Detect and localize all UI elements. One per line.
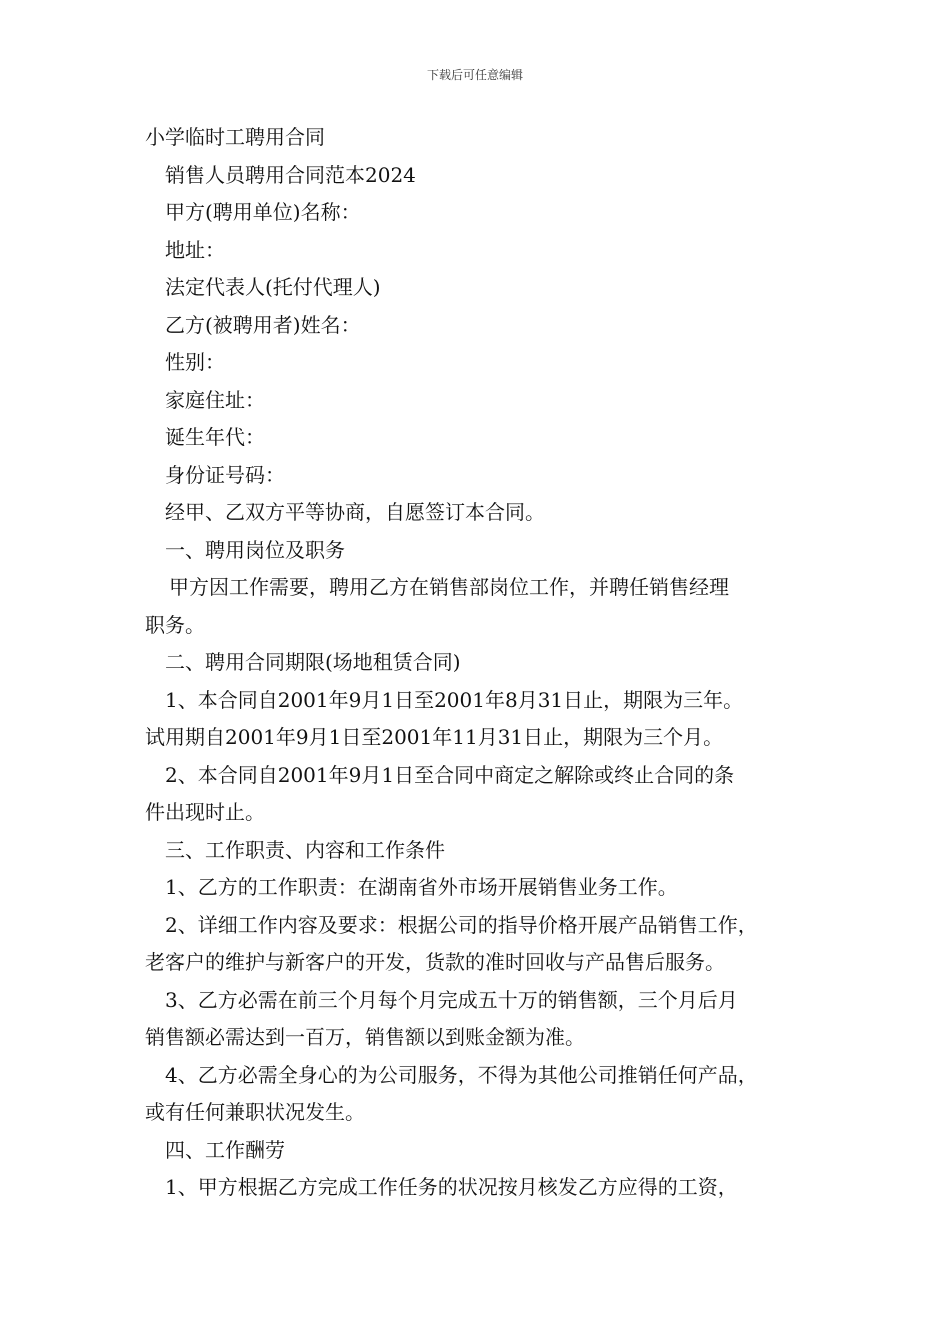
header-note: 下载后可任意编辑 [426, 68, 523, 82]
section-2-item-2-line-2: 件出现时止。 [145, 800, 265, 824]
field-birth-date: 诞生年代： [165, 425, 265, 449]
field-id-number: 身份证号码： [165, 462, 285, 487]
field-party-a-name: 甲方(聘用单位)名称： [165, 200, 361, 224]
document-title: 小学临时工聘用合同 [145, 125, 325, 149]
document-body [145, 119, 835, 1207]
section-2-item-2-line-1: 2、本合同自2001年9月1日至合同中商定之解除或终止合同的条 [165, 762, 735, 787]
section-3-item-3-line-2: 销售额必需达到一百万，销售额以到账金额为准。 [145, 1025, 585, 1049]
section-2-item-2 [145, 757, 835, 832]
section-3-item-3 [145, 982, 835, 1057]
section-3-item-1: 1、乙方的工作职责：在湖南省外市场开展销售业务工作。 [165, 875, 678, 899]
field-address: 地址： [165, 237, 225, 262]
section-2-item-1-line-1: 1、本合同自2001年9月1日至2001年8月31日止，期限为三年。 [165, 687, 744, 712]
section-3-item-2 [145, 907, 835, 982]
field-home-address: 家庭住址： [165, 387, 265, 412]
section-2-item-1 [145, 682, 835, 757]
intro-paragraph: 经甲、乙双方平等协商，自愿签订本合同。 [165, 500, 545, 524]
section-4-item-1-line-1: 1、甲方根据乙方完成工作任务的状况按月核发乙方应得的工资， [165, 1175, 738, 1199]
section-3-item-3-line-1: 3、乙方必需在前三个月每个月完成五十万的销售额，三个月后月 [165, 987, 738, 1012]
section-2-item-1-line-2: 试用期自2001年9月1日至2001年11月31日止，期限为三个月。 [145, 725, 724, 749]
section-1-paragraph [145, 569, 835, 644]
section-3-item-2-line-1: 2、详细工作内容及要求：根据公司的指导价格开展产品销售工作， [165, 912, 758, 937]
section-3-item-4-line-2: 或有任何兼职状况发生。 [145, 1100, 365, 1124]
section-3-heading: 三、工作职责、内容和工作条件 [165, 837, 445, 862]
field-party-b-name: 乙方(被聘用者)姓名： [165, 312, 361, 337]
section-3-item-4-line-1: 4、乙方必需全身心的为公司服务，不得为其他公司推销任何产品， [165, 1062, 758, 1087]
section-1-heading: 一、聘用岗位及职务 [165, 537, 345, 562]
section-3-item-2-line-2: 老客户的维护与新客户的开发，货款的准时回收与产品售后服务。 [145, 950, 725, 974]
section-4-heading: 四、工作酬劳 [165, 1137, 285, 1162]
section-2-heading: 二、聘用合同期限(场地租赁合同) [165, 650, 461, 674]
section-3-item-4 [145, 1057, 835, 1132]
document-subtitle: 销售人员聘用合同范本2024 [165, 162, 416, 187]
section-1-line-2: 职务。 [145, 612, 205, 637]
field-legal-representative: 法定代表人(托付代理人) [165, 275, 381, 299]
field-gender: 性别： [165, 350, 225, 374]
section-1-line-1: 甲方因工作需要，聘用乙方在销售部岗位工作，并聘任销售经理 [169, 575, 729, 599]
